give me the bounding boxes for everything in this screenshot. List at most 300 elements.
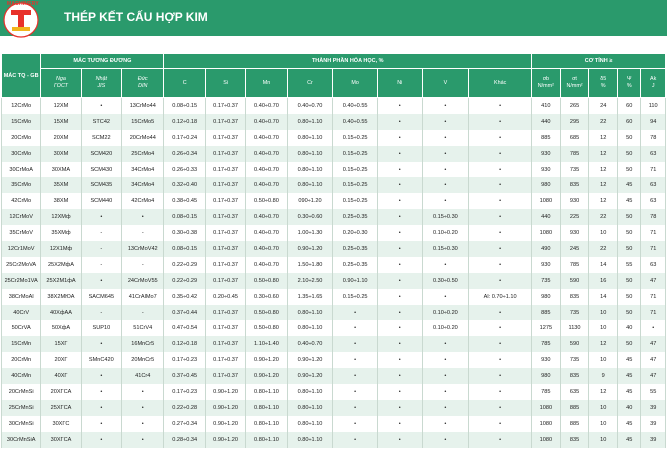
table-cell: • — [469, 273, 532, 289]
table-cell: • — [469, 432, 532, 448]
table-cell: 0.17÷0.37 — [205, 352, 245, 368]
table-cell: 0.15÷0.30 — [422, 209, 469, 225]
table-cell: 835 — [560, 368, 589, 384]
table-cell: 1.10÷1.40 — [246, 336, 287, 352]
table-cell: 50 — [618, 273, 641, 289]
table-cell: 0.47÷0.54 — [164, 320, 205, 336]
table-cell: 930 — [560, 193, 589, 209]
table-cell: 980 — [532, 289, 561, 305]
table-row — [2, 130, 666, 146]
table-cell: 0.40÷0.70 — [246, 114, 287, 130]
column-header — [164, 69, 205, 98]
table-cell: 0.15÷0.25 — [333, 193, 378, 209]
column-header — [422, 69, 469, 98]
table-cell: 410 — [532, 98, 561, 114]
table-cell: 34CrMo4 — [122, 177, 164, 193]
table-cell: 50 — [618, 130, 641, 146]
column-header-line1: Mn — [262, 79, 271, 86]
column-header-line2: ГОСТ — [54, 83, 68, 89]
table-cell: 0.22÷0.28 — [164, 400, 205, 416]
table-cell: 0.30÷0.50 — [422, 273, 469, 289]
table-cell: • — [422, 416, 469, 432]
table-cell: 78 — [641, 130, 666, 146]
table-cell: • — [333, 352, 378, 368]
table-cell: 0.17÷0.37 — [205, 257, 245, 273]
table-cell: • — [469, 130, 532, 146]
table-cell: 20MnCr5 — [122, 352, 164, 368]
column-header-line1: C — [182, 79, 187, 86]
table-cell: 0.90÷1.20 — [246, 368, 287, 384]
table-cell: 295 — [560, 114, 589, 130]
table-cell: 930 — [532, 162, 561, 178]
table-cell: 0.40÷0.70 — [246, 130, 287, 146]
table-cell: 735 — [560, 352, 589, 368]
table-cell: 0.40÷0.70 — [246, 98, 287, 114]
column-header-line1: σt — [572, 76, 577, 82]
grade-cell: 12CrMo — [2, 98, 41, 114]
table-cell: 0.80÷1.10 — [287, 177, 333, 193]
grade-cell: 20CrMo — [2, 130, 41, 146]
table-cell: 785 — [532, 384, 561, 400]
table-cell: SCM420 — [81, 146, 121, 162]
column-header-line1: Ni — [397, 79, 403, 86]
table-cell: 590 — [560, 336, 589, 352]
table-cell: 60 — [618, 98, 641, 114]
table-cell: 1.35÷1.65 — [287, 289, 333, 305]
table-cell: 25X2MфA — [41, 257, 81, 273]
column-header-line1: Nga — [56, 76, 66, 82]
table-cell: • — [377, 98, 422, 114]
table-cell: • — [469, 336, 532, 352]
table-cell: 25CrMo4 — [122, 146, 164, 162]
table-cell: 39 — [641, 400, 666, 416]
table-cell: 94 — [641, 114, 666, 130]
table-cell: 0.90÷1.20 — [205, 384, 245, 400]
grade-cell: 40CrMn — [2, 368, 41, 384]
grade-cell: 15CrMn — [2, 336, 41, 352]
table-cell: 51CrV4 — [122, 320, 164, 336]
table-cell: 35XM — [41, 177, 81, 193]
table-row — [2, 400, 666, 416]
header-spacer — [0, 36, 667, 53]
table-cell: 0.80÷1.10 — [287, 146, 333, 162]
column-header — [333, 69, 378, 98]
table-cell: 0.90÷1.20 — [287, 368, 333, 384]
table-cell: 245 — [560, 241, 589, 257]
table-row — [2, 241, 666, 257]
grade-cell: 12CrMoV — [2, 209, 41, 225]
table-cell: 0.80÷1.10 — [287, 130, 333, 146]
table-cell: • — [422, 336, 469, 352]
table-cell: 39 — [641, 432, 666, 448]
table-cell: • — [641, 320, 666, 336]
table-row — [2, 289, 666, 305]
column-header — [287, 69, 333, 98]
table-cell: 0.80÷1.10 — [287, 384, 333, 400]
table-cell: 45 — [618, 177, 641, 193]
table-cell: 10 — [589, 305, 618, 321]
table-cell: - — [81, 225, 121, 241]
table-cell: 50 — [618, 305, 641, 321]
table-cell: 0.15÷0.25 — [333, 146, 378, 162]
table-cell: • — [422, 368, 469, 384]
table-cell: 0.17÷0.37 — [205, 273, 245, 289]
table-cell: • — [422, 193, 469, 209]
table-cell: 22 — [589, 114, 618, 130]
table-cell: 0.10÷0.20 — [422, 225, 469, 241]
table-cell: 50 — [618, 241, 641, 257]
table-cell: 12 — [589, 177, 618, 193]
table-cell: 71 — [641, 225, 666, 241]
table-cell: 0.17÷0.23 — [164, 384, 205, 400]
table-cell: 930 — [532, 146, 561, 162]
table-cell: 16 — [589, 273, 618, 289]
table-cell: 0.40÷0.55 — [333, 98, 378, 114]
table-cell: 47 — [641, 336, 666, 352]
table-cell: 41Cr4 — [122, 368, 164, 384]
table-cell: 0.12÷0.18 — [164, 114, 205, 130]
table-cell: 0.17÷0.37 — [205, 114, 245, 130]
column-header-line1: Ak — [650, 76, 657, 82]
table-cell: • — [377, 400, 422, 416]
table-cell: 47 — [641, 352, 666, 368]
table-cell: • — [333, 305, 378, 321]
table-cell: • — [81, 384, 121, 400]
grade-cell: 40CrV — [2, 305, 41, 321]
column-header-line2: N/mm² — [537, 83, 554, 89]
table-cell: 440 — [532, 209, 561, 225]
table-cell: 225 — [560, 209, 589, 225]
table-cell: 0.25÷0.35 — [333, 257, 378, 273]
table-cell: 0.35÷0.42 — [164, 289, 205, 305]
table-row — [2, 273, 666, 289]
table-cell: 0.17÷0.37 — [205, 320, 245, 336]
grade-cell: 30CrMo — [2, 146, 41, 162]
table-cell: • — [377, 320, 422, 336]
table-cell: 0.25÷0.35 — [333, 209, 378, 225]
table-cell: • — [377, 257, 422, 273]
table-cell: 20XГCA — [41, 384, 81, 400]
table-cell: 0.50÷0.80 — [246, 305, 287, 321]
table-cell: 0.90÷1.20 — [205, 400, 245, 416]
table-cell: 55 — [618, 257, 641, 273]
table-cell: 635 — [560, 384, 589, 400]
table-cell: 1.00÷1.30 — [287, 225, 333, 241]
grade-cell: 20CrMnSi — [2, 384, 41, 400]
table-cell: 13CrMoV42 — [122, 241, 164, 257]
table-cell: 12 — [589, 336, 618, 352]
table-cell: 930 — [532, 352, 561, 368]
table-cell: 0.30÷0.60 — [246, 289, 287, 305]
table-cell: 38XM — [41, 193, 81, 209]
table-cell: • — [469, 241, 532, 257]
column-header — [81, 69, 121, 98]
table-cell: 0.30÷0.60 — [287, 209, 333, 225]
grade-cell: 20CrMn — [2, 352, 41, 368]
table-row — [2, 352, 666, 368]
table-cell: 0.20÷0.30 — [333, 225, 378, 241]
table-cell: • — [377, 416, 422, 432]
table-cell: 0.17÷0.23 — [164, 352, 205, 368]
column-header-line1: δ5 — [600, 76, 607, 82]
table-cell: - — [81, 305, 121, 321]
table-row — [2, 225, 666, 241]
table-cell: 12XM — [41, 98, 81, 114]
table-cell: • — [377, 162, 422, 178]
table-cell: 0.15÷0.25 — [333, 289, 378, 305]
table-cell: 63 — [641, 146, 666, 162]
table-cell: • — [377, 289, 422, 305]
table-cell: • — [377, 114, 422, 130]
table-cell: 0.17÷0.37 — [205, 193, 245, 209]
table-cell: 0.40÷0.55 — [333, 114, 378, 130]
column-header-line1: Nhật — [95, 76, 108, 82]
column-header — [532, 69, 561, 98]
table-cell: 55 — [641, 384, 666, 400]
table-cell: 1080 — [532, 416, 561, 432]
table-cell: • — [422, 130, 469, 146]
table-cell: • — [81, 416, 121, 432]
table-cell: • — [333, 320, 378, 336]
table-cell: 0.22÷0.29 — [164, 257, 205, 273]
table-cell: 10 — [589, 432, 618, 448]
table-cell: - — [122, 257, 164, 273]
table-cell: 930 — [560, 225, 589, 241]
table-cell: 47 — [641, 273, 666, 289]
table-cell: 490 — [532, 241, 561, 257]
table-cell: • — [333, 416, 378, 432]
table-row — [2, 336, 666, 352]
table-cell: • — [377, 130, 422, 146]
table-row — [2, 146, 666, 162]
table-cell: • — [377, 273, 422, 289]
table-cell: 71 — [641, 305, 666, 321]
table-body — [2, 98, 666, 448]
table-cell: 0.15÷0.25 — [333, 130, 378, 146]
steel-table — [1, 53, 666, 448]
table-cell: • — [377, 241, 422, 257]
table-cell: • — [333, 384, 378, 400]
table-cell: 15XM — [41, 114, 81, 130]
table-cell: 0.80÷1.10 — [287, 400, 333, 416]
table-cell: 12XMф — [41, 209, 81, 225]
table-cell: 0.90÷1.20 — [205, 416, 245, 432]
table-cell: 0.80÷1.10 — [287, 162, 333, 178]
table-cell: 12 — [589, 384, 618, 400]
table-cell: 14 — [589, 289, 618, 305]
table-cell: 0.40÷0.70 — [246, 177, 287, 193]
table-cell: 785 — [560, 146, 589, 162]
column-header-line2: JIS — [97, 83, 106, 89]
column-header — [246, 69, 287, 98]
table-cell: SUP10 — [81, 320, 121, 336]
table-cell: 42CrMo4 — [122, 193, 164, 209]
column-header-line2: DIN — [138, 83, 148, 89]
table-cell: 12X1Mф — [41, 241, 81, 257]
table-cell: 0.17÷0.37 — [205, 336, 245, 352]
table-cell: 15CrMo5 — [122, 114, 164, 130]
table-cell: 0.17÷0.37 — [205, 98, 245, 114]
table-cell: 0.08÷0.15 — [164, 209, 205, 225]
table-cell: • — [333, 336, 378, 352]
column-header-line1: Ψ — [626, 76, 632, 82]
table-cell: 885 — [532, 130, 561, 146]
table-cell: • — [377, 146, 422, 162]
table-cell: 40 — [618, 400, 641, 416]
table-cell: • — [469, 257, 532, 273]
table-cell: • — [469, 177, 532, 193]
table-cell: • — [422, 177, 469, 193]
table-cell: • — [422, 257, 469, 273]
table-cell: 24CrMoV55 — [122, 273, 164, 289]
table-cell: • — [469, 400, 532, 416]
table-cell: - — [122, 225, 164, 241]
table-cell: 0.40÷0.70 — [246, 225, 287, 241]
table-cell: • — [122, 400, 164, 416]
table-cell: 40 — [618, 320, 641, 336]
table-cell: SCM435 — [81, 177, 121, 193]
table-cell: 63 — [641, 177, 666, 193]
table-cell: • — [377, 209, 422, 225]
table-row — [2, 432, 666, 448]
table-cell: 0.28÷0.34 — [164, 432, 205, 448]
table-cell: 20XM — [41, 130, 81, 146]
table-cell: 0.90÷1.20 — [246, 352, 287, 368]
header-mechanical: CƠ TÍNH ≥ — [532, 54, 666, 69]
grade-cell: 30CrMoA — [2, 162, 41, 178]
table-cell: 50XфA — [41, 320, 81, 336]
table-cell: 885 — [532, 305, 561, 321]
table-header — [2, 54, 666, 98]
table-cell: • — [469, 305, 532, 321]
table-cell: 45 — [618, 384, 641, 400]
table-cell: 12 — [589, 146, 618, 162]
table-row — [2, 320, 666, 336]
table-cell: 0.32÷0.40 — [164, 177, 205, 193]
table-cell: • — [422, 114, 469, 130]
table-cell: 440 — [532, 114, 561, 130]
grade-cell: 25CrMnSi — [2, 400, 41, 416]
grade-cell: 38CrMoAl — [2, 289, 41, 305]
table-cell: 50 — [618, 225, 641, 241]
header-equivalent: MÁC TƯƠNG ĐƯƠNG — [41, 54, 164, 69]
table-cell: • — [422, 432, 469, 448]
table-cell: 0.17÷0.37 — [205, 305, 245, 321]
table-cell: 0.17÷0.37 — [205, 225, 245, 241]
table-cell: 15XГ — [41, 336, 81, 352]
table-cell: • — [377, 432, 422, 448]
column-header-line2: J — [651, 83, 655, 89]
table-row — [2, 416, 666, 432]
table-cell: • — [469, 384, 532, 400]
table-cell: 0.90÷1.20 — [287, 241, 333, 257]
logo-text: MACHINERY — [7, 1, 39, 7]
table-cell: 10 — [589, 225, 618, 241]
table-cell: - — [81, 241, 121, 257]
table-cell: 1.50÷1.80 — [287, 257, 333, 273]
table-cell: 63 — [641, 257, 666, 273]
table-cell: - — [81, 257, 121, 273]
table-cell: 12 — [589, 130, 618, 146]
table-cell: 0.37÷0.45 — [164, 368, 205, 384]
table-cell: - — [122, 305, 164, 321]
table-cell: • — [377, 384, 422, 400]
column-header-line1: Cr — [307, 79, 313, 86]
table-cell: • — [422, 384, 469, 400]
table-cell: • — [469, 209, 532, 225]
table-cell: • — [122, 209, 164, 225]
table-cell: • — [469, 146, 532, 162]
table-cell: 0.80÷1.10 — [287, 432, 333, 448]
table-cell: 10 — [589, 352, 618, 368]
table-cell: • — [377, 368, 422, 384]
table-cell: 0.08÷0.15 — [164, 98, 205, 114]
table-cell: • — [469, 352, 532, 368]
table-cell: 0.80÷1.10 — [287, 305, 333, 321]
table-cell: 0.26÷0.34 — [164, 146, 205, 162]
grade-cell: 25Cr2Mo1VA — [2, 273, 41, 289]
grade-cell: 15CrMo — [2, 114, 41, 130]
table-cell: 0.22÷0.29 — [164, 273, 205, 289]
table-row — [2, 305, 666, 321]
table-row — [2, 209, 666, 225]
table-cell: • — [469, 162, 532, 178]
table-cell: SMnC420 — [81, 352, 121, 368]
column-header — [469, 69, 532, 98]
table-cell: 0.25÷0.35 — [333, 241, 378, 257]
table-cell: 885 — [560, 416, 589, 432]
table-cell: SACM645 — [81, 289, 121, 305]
page-header — [0, 0, 667, 36]
table-cell: • — [81, 432, 121, 448]
table-cell: 0.80÷1.10 — [246, 400, 287, 416]
table-cell: 1080 — [532, 193, 561, 209]
grade-cell: 30CrMnSi — [2, 416, 41, 432]
table-cell: 22 — [589, 241, 618, 257]
table-cell: 47 — [641, 368, 666, 384]
column-header-line2: N/mm² — [566, 83, 583, 89]
table-cell: 50 — [618, 146, 641, 162]
table-cell: 0.80÷1.10 — [287, 320, 333, 336]
grade-cell: 30CrMnSiA — [2, 432, 41, 448]
table-cell: 0.12÷0.18 — [164, 336, 205, 352]
table-cell: 980 — [532, 177, 561, 193]
table-cell: • — [122, 416, 164, 432]
table-cell: 22 — [589, 209, 618, 225]
table-cell: • — [377, 225, 422, 241]
header-grade: MÁC TQ - GB — [2, 54, 41, 98]
table-cell: 835 — [560, 289, 589, 305]
table-cell: 0.90÷1.20 — [287, 352, 333, 368]
column-header-line1: V — [443, 79, 448, 86]
table-cell: • — [469, 193, 532, 209]
table-cell: 0.40÷0.70 — [246, 257, 287, 273]
table-cell: 10 — [589, 416, 618, 432]
table-cell: 20XГ — [41, 352, 81, 368]
table-cell: 835 — [560, 432, 589, 448]
column-header — [122, 69, 164, 98]
column-header — [641, 69, 666, 98]
table-cell: 25XГCA — [41, 400, 81, 416]
table-cell: 1130 — [560, 320, 589, 336]
table-cell: 0.10÷0.20 — [422, 305, 469, 321]
column-header — [377, 69, 422, 98]
table-cell: • — [333, 400, 378, 416]
column-header-line2: % — [626, 83, 632, 89]
table-cell: 0.17÷0.37 — [205, 162, 245, 178]
column-header-line1: σb — [542, 76, 550, 82]
table-cell: 0.20÷0.45 — [205, 289, 245, 305]
